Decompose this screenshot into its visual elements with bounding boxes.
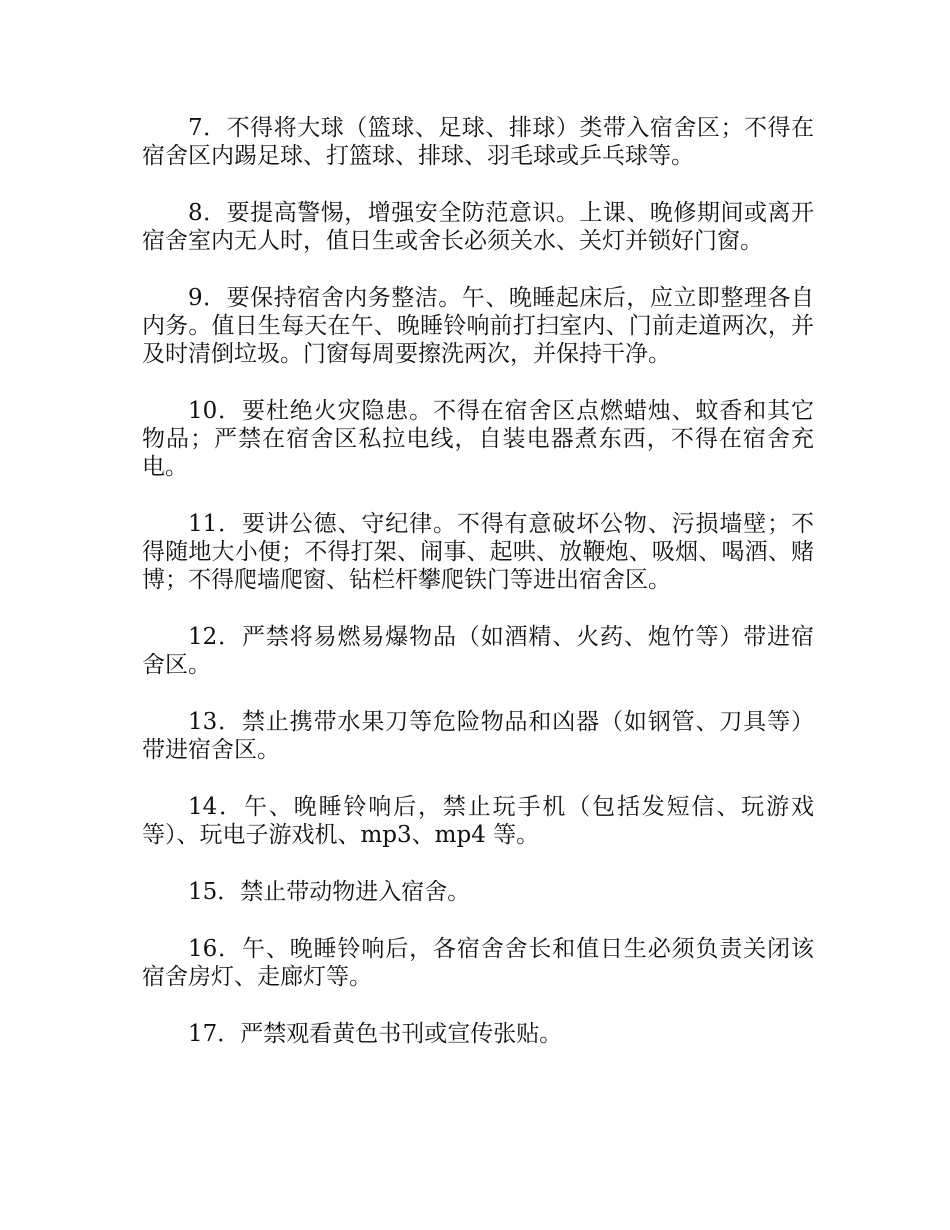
rule-paragraph-9: 9．要保持宿舍内务整洁。午、晚睡起床后，应立即整理各自内务。值日生每天在午、晚睡铃响前打扫室内、门前走道两次，并及时清倒垃圾。门窗每周要擦洗两次，并保持干净。 bbox=[142, 285, 814, 367]
rule-paragraph-15: 15．禁止带动物进入宿舍。 bbox=[188, 879, 471, 905]
rule-paragraph-10: 10．要杜绝火灾隐患。不得在宿舍区点燃蜡烛、蚊香和其它物品；严禁在宿舍区私拉电线，自装电器煮东西，不得在宿舍充电。 bbox=[142, 398, 814, 480]
rule-paragraph-7: 7．不得将大球（篮球、足球、排球）类带入宿舍区；不得在宿舍区内踢足球、打篮球、排球、羽毛球或乒乓球等。 bbox=[142, 115, 814, 169]
rule-paragraph-12: 12．严禁将易燃易爆物品（如酒精、火药、炮竹等）带进宿舍区。 bbox=[142, 624, 814, 678]
rule-paragraph-14: 14．午、晚睡铃响后，禁止玩手机（包括发短信、玩游戏等）、玩电子游戏机、mp3、mp4 等。 bbox=[142, 794, 814, 848]
document-body bbox=[142, 114, 814, 1048]
rule-paragraph-8: 8．要提高警惕，增强安全防范意识。上课、晚修期间或离开宿舍室内无人时，值日生或舍长必须关水、关灯并锁好门窗。 bbox=[142, 200, 814, 254]
rule-paragraph-17: 17．严禁观看黄色书刊或宣传张贴。 bbox=[188, 1021, 563, 1047]
rule-paragraph-16: 16．午、晚睡铃响后，各宿舍舍长和值日生必须负责关闭该宿舍房灯、走廊灯等。 bbox=[142, 936, 814, 990]
rule-paragraph-13: 13．禁止携带水果刀等危险物品和凶器（如钢管、刀具等）带进宿舍区。 bbox=[142, 709, 814, 763]
rule-paragraph-11: 11．要讲公德、守纪律。不得有意破坏公物、污损墙壁；不得随地大小便；不得打架、闹事、起哄、放鞭炮、吸烟、喝酒、赌博；不得爬墙爬窗、钻栏杆攀爬铁门等进出宿舍区。 bbox=[142, 511, 814, 593]
